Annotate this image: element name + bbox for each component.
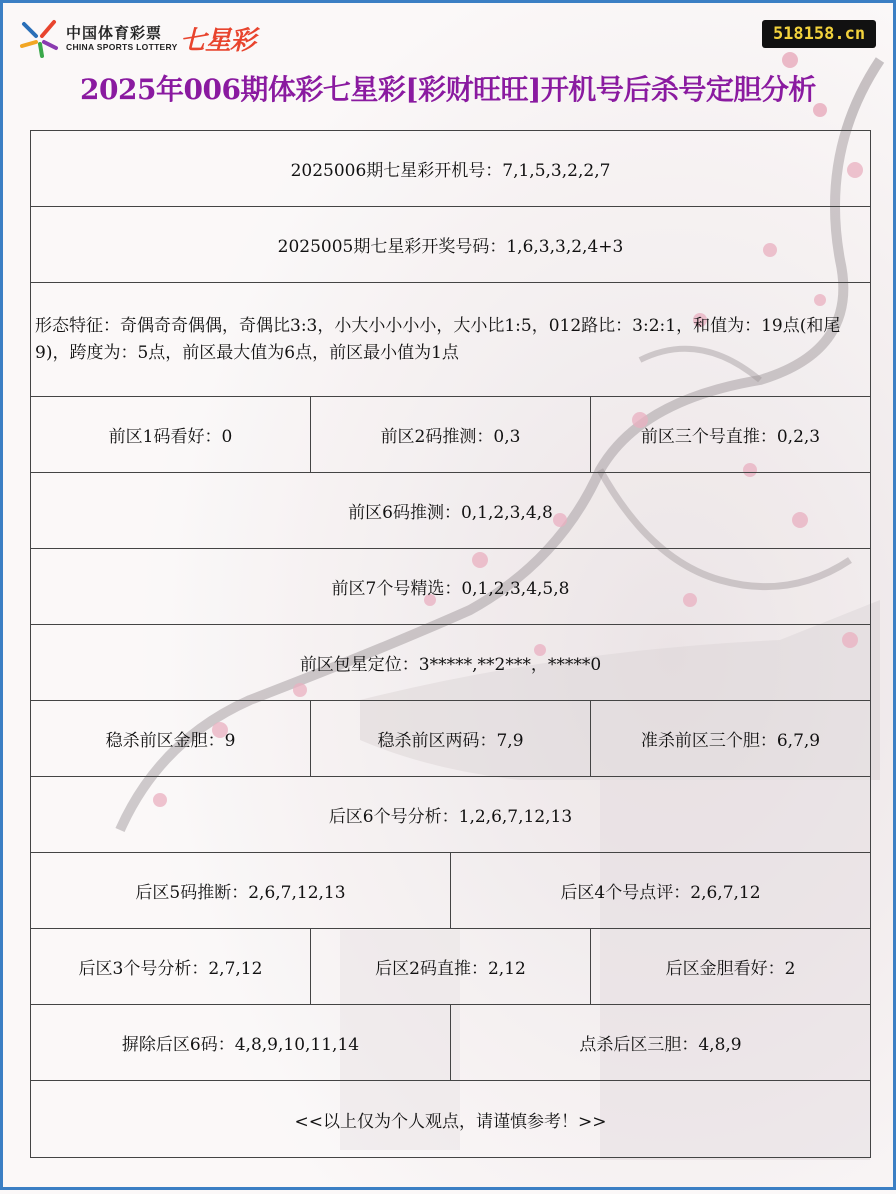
table-cell: 后区6个号分析：1,2,6,7,12,13	[31, 777, 870, 852]
table-cell: 2025006期七星彩开机号：7,1,5,3,2,2,7	[31, 131, 870, 206]
table-row	[31, 701, 870, 777]
table-row	[31, 625, 870, 701]
table-row	[31, 397, 870, 473]
logo-brand-text: 七星彩	[180, 26, 256, 56]
table-cell: 前区2码推测：0,3	[311, 397, 591, 472]
table-cell: 准杀前区三个胆：6,7,9	[591, 701, 870, 776]
table-cell: 稳杀前区两码：7,9	[311, 701, 591, 776]
table-cell: 后区金胆看好：2	[591, 929, 870, 1004]
table-cell: 前区6码推测：0,1,2,3,4,8	[31, 473, 870, 548]
site-badge[interactable]: 518158.cn	[762, 20, 876, 48]
table-row	[31, 853, 870, 929]
table-row	[31, 777, 870, 853]
table-cell: 前区包星定位：3*****,**2***，*****0	[31, 625, 870, 700]
table-cell: 前区1码看好：0	[31, 397, 311, 472]
table-row	[31, 473, 870, 549]
page-title: 2025年006期体彩七星彩[彩财旺旺]开机号后杀号定胆分析	[80, 73, 816, 106]
analysis-table	[30, 130, 871, 1158]
table-cell: 形态特征：奇偶奇奇偶偶，奇偶比3:3，小大小小小小，大小比1:5，012路比：3:2:1，和值为：19点(和尾9)，跨度为：5点，前区最大值为6点，前区最小值为1点	[31, 283, 870, 396]
table-cell: 摒除后区6码：4,8,9,10,11,14	[31, 1005, 451, 1080]
header	[0, 0, 896, 130]
table-cell: 后区4个号点评：2,6,7,12	[451, 853, 870, 928]
table-row	[31, 1081, 870, 1157]
lottery-logo	[18, 18, 288, 58]
table-cell: 后区5码推断：2,6,7,12,13	[31, 853, 451, 928]
table-cell: 点杀后区三胆：4,8,9	[451, 1005, 870, 1080]
logo-en-text: CHINA SPORTS LOTTERY	[66, 42, 178, 52]
logo-cn-text: 中国体育彩票	[66, 24, 163, 42]
disclaimer-cell: <<以上仅为个人观点，请谨慎参考！>>	[31, 1081, 870, 1157]
table-row	[31, 1005, 870, 1081]
table-row	[31, 929, 870, 1005]
table-cell: 后区3个号分析：2,7,12	[31, 929, 311, 1004]
table-cell: 前区7个号精选：0,1,2,3,4,5,8	[31, 549, 870, 624]
table-row	[31, 283, 870, 397]
table-cell: 2025005期七星彩开奖号码：1,6,3,3,2,4+3	[31, 207, 870, 282]
table-cell: 后区2码直推：2,12	[311, 929, 591, 1004]
table-cell: 稳杀前区金胆：9	[31, 701, 311, 776]
table-row	[31, 131, 870, 207]
lottery-star-icon	[18, 18, 60, 58]
table-row	[31, 207, 870, 283]
table-cell: 前区三个号直推：0,2,3	[591, 397, 870, 472]
table-row	[31, 549, 870, 625]
